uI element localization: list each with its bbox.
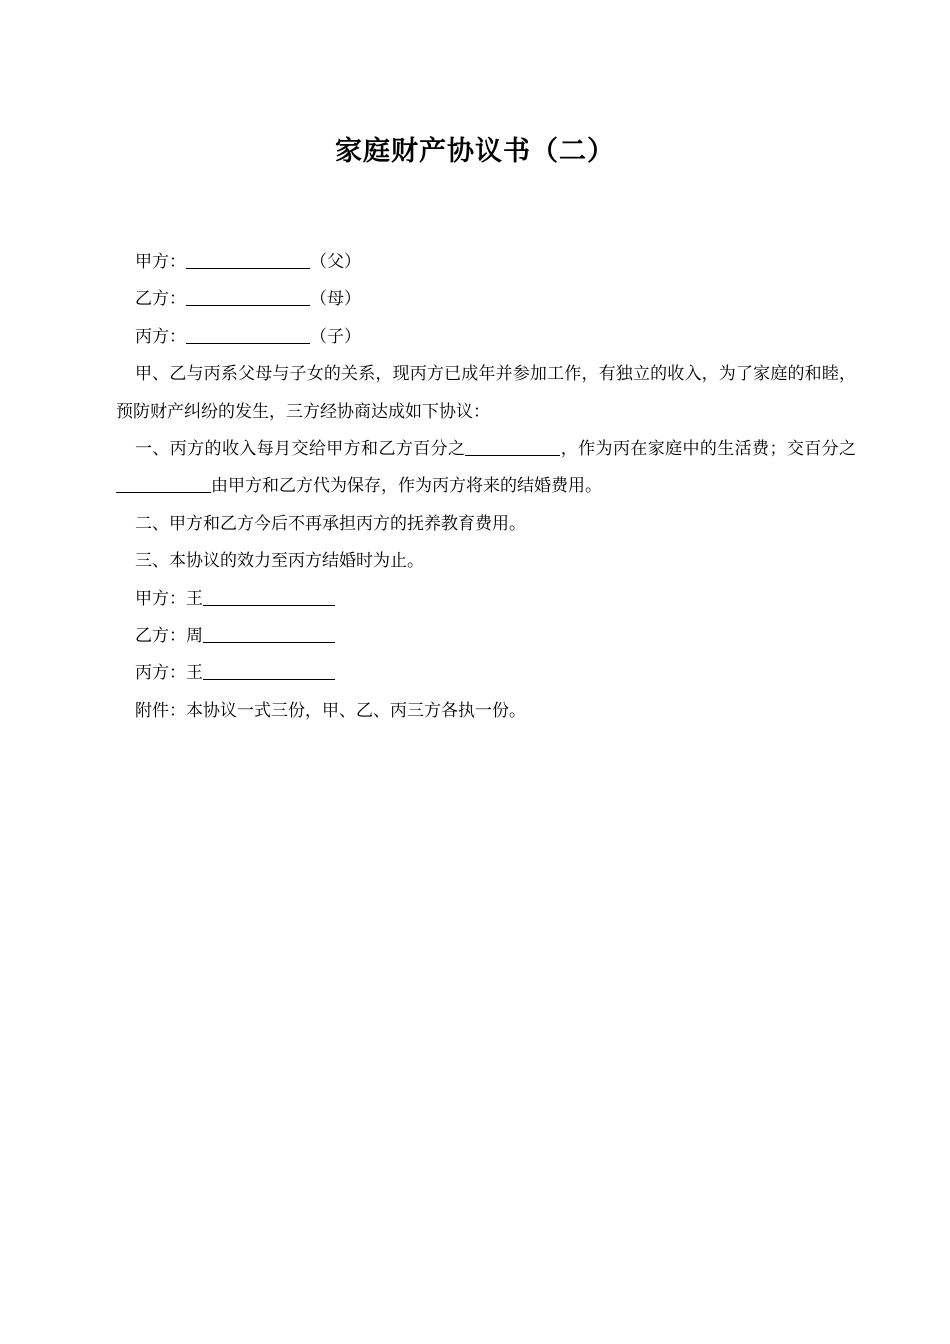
clause-1-text-a: 一、丙方的收入每月交给甲方和乙方百分之 <box>135 439 466 460</box>
signature-line-a <box>116 581 856 618</box>
party-role: （母） <box>310 289 361 310</box>
document-title: 家庭财产协议书（二） <box>335 136 615 167</box>
percent-blank-living <box>465 435 560 456</box>
signature-line-b <box>116 618 856 655</box>
attachment-note: 附件：本协议一式三份，甲、乙、丙三方各执一份。 <box>135 700 526 721</box>
signature-label: 甲方： <box>135 588 186 609</box>
clause-1-paragraph <box>116 431 856 506</box>
signature-label: 丙方： <box>135 663 186 684</box>
clause-3: 三、本协议的效力至丙方结婚时为止。 <box>135 551 424 572</box>
signature-blank <box>203 659 335 680</box>
signature-name: 王 <box>186 663 203 684</box>
party-line-a <box>116 244 856 281</box>
clause-1-text-c: 交百分之 <box>786 439 857 460</box>
party-name-blank <box>186 323 310 344</box>
party-label: 甲方： <box>135 252 186 272</box>
document-body <box>116 244 856 730</box>
party-line-b <box>116 281 856 318</box>
party-label: 乙方： <box>135 289 186 310</box>
clause-1-text-d: 由甲方和乙方代为保存，作为丙方将来的结婚费用。 <box>211 476 602 497</box>
signature-blank <box>203 622 335 643</box>
signature-label: 乙方： <box>135 626 186 647</box>
party-role: （父） <box>310 252 361 272</box>
percent-blank-marriage <box>116 472 211 493</box>
party-name-blank <box>186 248 310 269</box>
intro-paragraph: 甲、乙与丙系父母与子女的关系，现丙方已成年并参加工作，有独立的收入，为了家庭的和睦，预防财产纠纷的发生，三方经协商达成如下协议： <box>116 364 856 422</box>
party-name-blank <box>186 285 310 306</box>
signature-blank <box>203 585 335 606</box>
signature-name: 王 <box>186 588 203 609</box>
party-role: （子） <box>310 326 361 347</box>
signature-line-c <box>116 655 856 692</box>
clause-2: 二、甲方和乙方今后不再承担丙方的抚养教育费用。 <box>135 513 526 534</box>
signature-name: 周 <box>186 626 203 647</box>
party-label: 丙方： <box>135 326 186 347</box>
clause-1-text-b: ，作为丙在家庭中的生活费； <box>560 439 787 460</box>
party-line-c <box>116 319 856 356</box>
